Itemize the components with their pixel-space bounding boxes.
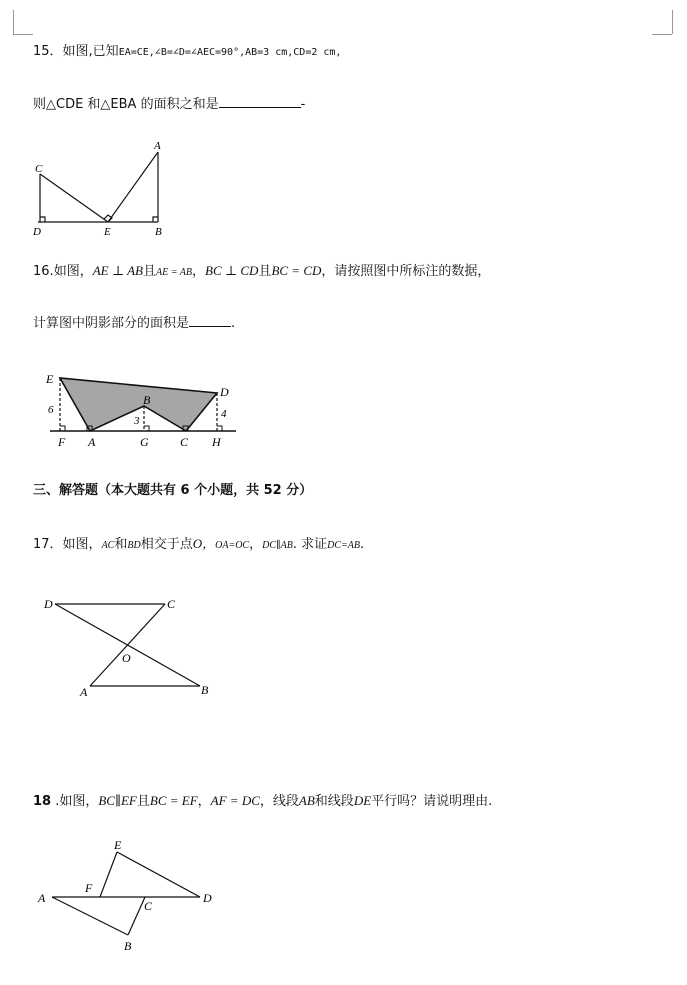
q17-label-B: B [201, 683, 209, 697]
q18-figure [30, 830, 225, 956]
q15-label-A: A [154, 140, 161, 152]
q18-label-E: E [114, 838, 122, 852]
q16-label-3: 3 [134, 415, 140, 427]
q17-label-C: C [167, 597, 176, 611]
q17-label-O: O [122, 651, 131, 665]
q17-cond-2: DC∥AB [262, 540, 293, 551]
q16-number: 16. [33, 264, 54, 279]
q15-answer-blank[interactable] [219, 107, 301, 108]
q15-question: 则△CDE 和△EBA 的面积之和是 [33, 97, 219, 112]
q16-line1: 16.如图，AE ⊥ AB且AE = AB，BC ⊥ CD且BC = CD，请按照图中所标注的数据， [33, 263, 491, 279]
q16-label-6: 6 [48, 404, 54, 416]
q16-label-H: H [212, 435, 221, 449]
q18-label-F: F [85, 881, 93, 895]
q16-cond-1: AE ⊥ AB [92, 263, 143, 278]
q15-number: 15． [33, 44, 63, 59]
q18-label-A: A [38, 891, 46, 905]
q18-label-B: B [124, 939, 132, 953]
q18-cond-3: AF = DC [210, 793, 260, 808]
q15-label-D: D [33, 226, 41, 238]
q18-label-C: C [144, 899, 153, 913]
q17-cond-1: OA=OC [215, 540, 250, 551]
q16-cond-3: BC ⊥ CD [205, 263, 259, 278]
q16-label-A: A [88, 435, 96, 449]
crop-mark-right [672, 10, 673, 34]
q18-number: 18 [33, 794, 52, 809]
q15-label-B: B [155, 226, 162, 238]
q16-label-G: G [140, 435, 149, 449]
q16-cond-2: AE = AB [155, 267, 192, 278]
q15-line1: 15．如图,已知EA=CE,∠B=∠D=∠AEC=90°,AB=3 cm,CD=2 cm, [33, 44, 342, 59]
crop-mark-left-h [13, 34, 33, 35]
q16-label-4: 4 [221, 408, 227, 420]
q16-figure [40, 366, 240, 452]
crop-mark-right-h [652, 34, 672, 35]
q16-question: 计算图中阴影部分的面积是 [33, 316, 190, 331]
q16-cond-4: BC = CD [271, 263, 322, 278]
q17-label-D: D [44, 597, 53, 611]
q16-label-F: F [58, 435, 66, 449]
q17-number: 17． [33, 537, 63, 552]
q18-cond-2: BC = EF [149, 793, 198, 808]
q18-line1: 18 .如图，BC∥EF且BC = EF，AF = DC，线段AB和线段DE平行吗？请说明理由. [33, 793, 493, 809]
q15-conditions: EA=CE,∠B=∠D=∠AEC=90°,AB=3 cm,CD=2 cm, [118, 47, 342, 58]
q15-label-C: C [35, 163, 43, 175]
crop-mark-left [13, 10, 14, 34]
q15-line2: 则△CDE 和△EBA 的面积之和是 - [33, 97, 306, 112]
q15-label-E: E [104, 226, 111, 238]
q15-figure [30, 138, 175, 240]
q17-line1: 17．如图，AC和BD相交于点O，OA=OC，DC∥AB. 求证DC=AB. [33, 536, 365, 552]
q16-line2: 计算图中阴影部分的面积是 . [33, 316, 236, 331]
q18-cond-1: BC∥EF [98, 793, 137, 808]
q16-answer-blank[interactable] [189, 326, 231, 327]
q17-goal: DC=AB [327, 540, 360, 551]
q16-label-D: D [220, 385, 229, 399]
q16-label-E: E [46, 372, 54, 386]
q17-label-A: A [80, 685, 88, 699]
q16-label-B: B [143, 393, 151, 407]
q16-label-C: C [180, 435, 189, 449]
q17-figure [40, 590, 220, 700]
section-3-heading: 三、解答题（本大题共有 6 个小题，共 52 分） [33, 483, 313, 498]
q18-label-D: D [203, 891, 212, 905]
